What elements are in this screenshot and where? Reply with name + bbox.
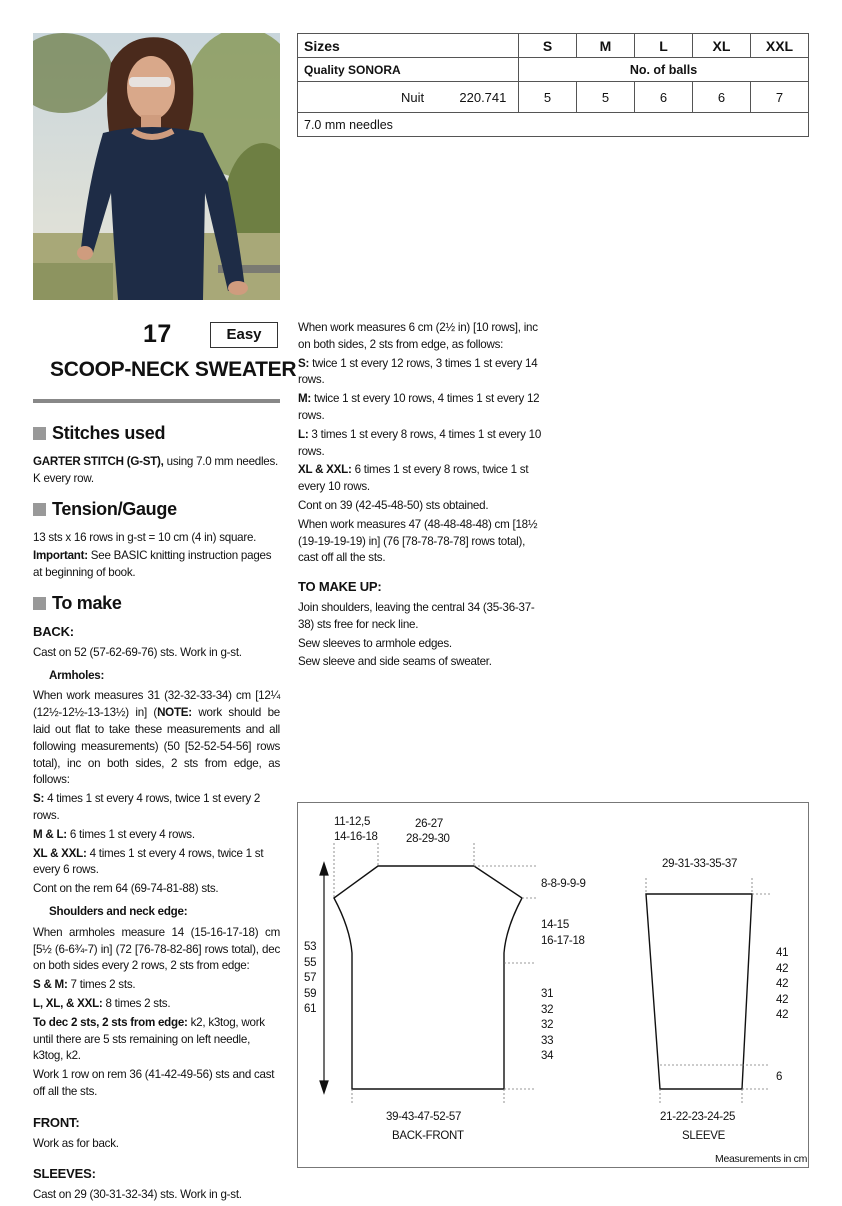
front-heading: FRONT: xyxy=(33,1114,80,1130)
balls-xxl: 7 xyxy=(751,82,809,113)
shoulder-drop-label: 8-8-9-9-9 xyxy=(541,878,586,890)
yarn-requirements-table xyxy=(297,33,809,137)
square-bullet-icon xyxy=(33,597,46,610)
sleeves-heading: SLEEVES: xyxy=(33,1166,96,1182)
sleeve-cont: Cont on 39 (42-45-48-50) sts obtained. xyxy=(298,498,489,512)
table-row xyxy=(298,82,809,113)
size-xxl: XXL xyxy=(751,34,809,58)
measurement-schematic xyxy=(297,802,809,1168)
size-m: M xyxy=(577,34,635,58)
important-note: Important: See BASIC knitting instruction pages at beginning of book. xyxy=(33,549,272,580)
table-row xyxy=(298,34,809,58)
armhole-depth-label-2: 16-17-18 xyxy=(541,935,585,947)
balls-m: 5 xyxy=(577,82,635,113)
armholes-heading: Armholes: xyxy=(49,668,105,682)
sleeve-xl: XL & XXL: 6 times 1 st every 8 rows, twice 1 st every 10 rows. xyxy=(298,463,529,494)
length-labels: 53 55 57 59 61 xyxy=(304,941,317,1015)
sleeve-m: M: twice 1 st every 10 rows, 4 times 1 st every 12 rows. xyxy=(298,392,540,422)
size-lxl-dec: L, XL, & XXL: 8 times 2 sts. xyxy=(33,996,171,1010)
make-up-2: Sew sleeves to armhole edges. xyxy=(298,636,452,650)
body-outline xyxy=(334,866,522,1089)
sleeve-piece-label: SLEEVE xyxy=(682,1130,725,1142)
difficulty-badge: Easy xyxy=(210,322,278,348)
size-s-instruction: S: 4 times 1 st every 4 rows, twice 1 st every 2 rows. xyxy=(33,792,261,822)
neck-width-label-2: 28-29-30 xyxy=(406,833,450,845)
needles-label: 7.0 mm needles xyxy=(298,113,809,137)
page-title: SCOOP-NECK SWEATER xyxy=(50,358,297,381)
size-xl-instruction: XL & XXL: 4 times 1 st every 4 rows, twice 1 st every 6 rows. xyxy=(33,846,264,877)
color-code: 220.741 xyxy=(459,89,507,105)
balls-xl: 6 xyxy=(693,82,751,113)
balls-label: No. of balls xyxy=(519,58,809,82)
sleeve-outline xyxy=(646,894,752,1089)
table-row xyxy=(298,58,809,82)
balls-s: 5 xyxy=(519,82,577,113)
balls-l: 6 xyxy=(635,82,693,113)
table-row xyxy=(298,113,809,137)
square-bullet-icon xyxy=(33,427,46,440)
sleeve-s: S: twice 1 st every 12 rows, 3 times 1 st every 14 rows. xyxy=(298,356,538,387)
cont-rem-text: Cont on the rem 64 (69-74-81-88) sts. xyxy=(33,882,219,896)
sizes-label: Sizes xyxy=(298,34,357,58)
body-width-label: 39-43-47-52-57 xyxy=(386,1111,462,1123)
neck-width-label: 26-27 xyxy=(415,818,443,830)
armholes-text: When work measures 31 (32-32-33-34) cm [12¼ (12½-12½-13-13½) in] (NOTE: work should be laid out flat to take these measurements and all following measurements) (50 [52-52-54-56] rows total), inc on both sides, 2 sts from edge, as follows: xyxy=(33,689,281,787)
square-bullet-icon xyxy=(33,503,46,516)
stitches-text: GARTER STITCH (G-ST), using 7.0 mm needles. K every row. xyxy=(33,455,279,485)
body-piece-label: BACK-FRONT xyxy=(392,1130,464,1142)
shoulders-text: When armholes measure 14 (15-16-17-18) cm [5½ (6-6¾-7) in] (72 [76-78-82-86] rows total), dec on both sides every 2 rows, 2 sts from edge: xyxy=(33,925,280,973)
color-name: Nuit xyxy=(401,89,425,105)
size-l: L xyxy=(635,34,693,58)
to-make-heading: To make xyxy=(33,592,280,614)
armhole-depth-label: 14-15 xyxy=(541,919,569,931)
size-xl: XL xyxy=(693,34,751,58)
sleeve-inc-text: When work measures 6 cm (2½ in) [10 rows], inc on both sides, 2 sts from edge, as follows: xyxy=(298,321,538,351)
size-s: S xyxy=(519,34,577,58)
tension-text: 13 sts x 16 rows in g-st = 10 cm (4 in) square. xyxy=(33,530,257,544)
cuff-label: 6 xyxy=(776,1071,783,1083)
instructions-middle-column xyxy=(298,320,546,673)
size-ml-instruction: M & L: 6 times 1 st every 4 rows. xyxy=(33,827,195,841)
sleeves-text: Cast on 29 (30-31-32-34) sts. Work in g-st. xyxy=(33,1188,242,1202)
make-up-1: Join shoulders, leaving the central 34 (35-36-37-38) sts free for neck line. xyxy=(298,600,535,631)
sleeve-length-labels: 41 42 42 42 42 xyxy=(776,947,789,1021)
quality-label: Quality SONORA xyxy=(298,58,519,82)
side-length-labels: 31 32 32 33 34 xyxy=(541,988,554,1062)
make-up-heading: TO MAKE UP: xyxy=(298,579,382,595)
title-divider xyxy=(33,399,280,403)
sleeve-cast-off: When work measures 47 (48-48-48-48) cm [18½ (19-19-19-19) in] (76 [78-78-78-78] rows total), cast off all the sts. xyxy=(298,517,538,565)
pattern-number: 17 xyxy=(143,320,172,348)
units-note: Measurements in cm xyxy=(715,1153,808,1165)
shoulders-heading: Shoulders and neck edge: xyxy=(49,904,188,918)
make-up-3: Sew sleeve and side seams of sweater. xyxy=(298,655,492,669)
model-photo xyxy=(33,33,280,300)
back-cast-on: Cast on 52 (57-62-69-76) sts. Work in g-st. xyxy=(33,645,242,659)
sleeve-width-label: 21-22-23-24-25 xyxy=(660,1111,736,1123)
sleeve-top-label: 29-31-33-35-37 xyxy=(662,858,738,870)
back-heading: BACK: xyxy=(33,623,74,639)
front-text: Work as for back. xyxy=(33,1136,119,1150)
size-sm-dec: S & M: 7 times 2 sts. xyxy=(33,978,136,992)
tension-heading: Tension/Gauge xyxy=(33,498,280,520)
work-row-text: Work 1 row on rem 36 (41-42-49-56) sts and cast off all the sts. xyxy=(33,1068,275,1098)
shoulder-width-label-2: 14-16-18 xyxy=(334,831,378,843)
instructions-left-column xyxy=(33,412,280,1206)
sleeve-l: L: 3 times 1 st every 8 rows, 4 times 1 st every 10 rows. xyxy=(298,427,542,458)
dec-method: To dec 2 sts, 2 sts from edge: k2, k3tog, work until there are 5 sts remaining on left needle, k3tog, k2. xyxy=(33,1015,265,1063)
stitches-heading: Stitches used xyxy=(33,422,280,444)
shoulder-width-label: 11-12,5 xyxy=(334,816,371,828)
